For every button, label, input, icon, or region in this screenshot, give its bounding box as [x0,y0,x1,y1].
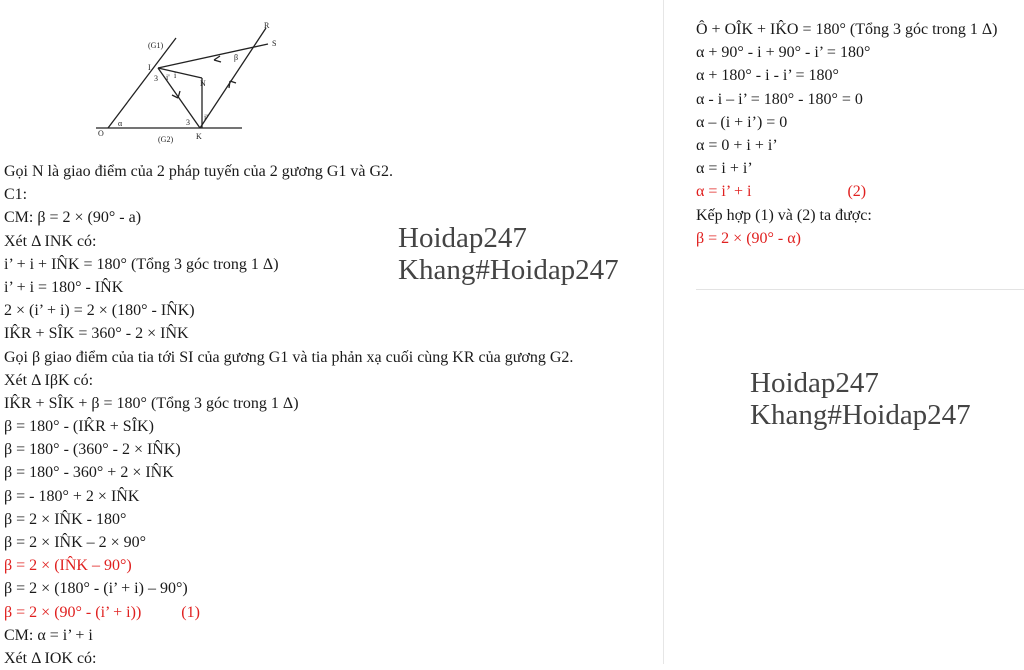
label-angle-3b: 3 [186,118,190,127]
watermark-left [398,222,619,286]
right-line: α - i – i’ = 180° - 180° = 0 [696,90,863,108]
left-line-highlight: β = 2 × (90° - (i’ + i)) (1) [4,601,654,624]
left-line: IK̂R + SÎK = 360° - 2 × IN̂K [4,325,189,343]
watermark-line: Hoidap247 [750,367,879,399]
label-k: K [196,132,202,141]
section-divider [696,289,1024,290]
right-column [696,18,1024,250]
left-line: β = 180° - (IK̂R + SÎK) [4,418,154,436]
right-line: α + 180° - i - i’ = 180° [696,67,839,85]
label-i: I [148,63,151,72]
watermark-line: Khang#Hoidap247 [750,399,971,431]
watermark-right [750,367,971,431]
watermark-line: Khang#Hoidap247 [398,254,619,286]
left-line: β = 180° - (360° - 2 × IN̂K) [4,441,181,459]
equation-mark-2: (2) [847,183,867,201]
right-line: α – (i + i’) = 0 [696,113,788,131]
right-line: α = 0 + i + i’ [696,136,778,154]
mirror-diagram [96,18,296,148]
left-line: Gọi N là giao điểm của 2 pháp tuyến của 2 gương G1 và G2. [4,163,394,180]
left-line: β = 2 × IN̂K – 2 × 90° [4,534,147,551]
left-line: CM: β = 2 × (90° - a) [4,209,142,227]
left-line: i’ + i = 180° - IN̂K [4,278,124,296]
label-angle-i-prime: i' [166,73,170,82]
left-line: β = 2 × (180° - (i’ + i) – 90°) [4,580,188,598]
watermark-line: Hoidap247 [398,222,527,254]
label-r: R [264,21,270,30]
mirror-g1 [108,38,176,128]
left-line-highlight: β = 2 × (IN̂K – 90°) [4,557,132,575]
left-line: Xét Δ IβK có: [4,371,94,389]
label-o: O [98,129,104,138]
left-line: Xét Δ INK có: [4,232,97,250]
right-line-highlight: α = i’ + i (2) [696,180,1024,203]
column-divider [663,0,664,664]
left-line: β = - 180° + 2 × IN̂K [4,487,140,505]
label-angle-k-prime: i' [204,113,208,122]
label-beta: β [234,53,239,62]
right-line: Ô + OÎK + IK̂O = 180° (Tổng 3 góc trong 1 Δ) [696,21,998,38]
left-line: Gọi β giao điểm của tia tới SI của gương G1 và tia phản xạ cuối cùng KR của gương G2. [4,348,574,366]
label-angle-3a: 3 [154,74,158,83]
left-line: 2 × (i’ + i) = 2 × (180° - IN̂K) [4,302,195,320]
left-line: β = 180° - 360° + 2 × IN̂K [4,464,174,482]
label-s: S [272,39,277,48]
left-line: Xét Δ IOK có: [4,649,97,667]
right-line: α = i + i’ [696,160,753,178]
left-line: β = 2 × IN̂K - 180° [4,510,127,528]
right-line: α + 90° - i + 90° - i’ = 180° [696,44,871,62]
right-line-highlight: β = 2 × (90° - α) [696,229,801,247]
label-g2: (G2) [158,135,174,144]
equation-mark-1: (1) [181,603,200,621]
label-angle-i: i [174,71,177,80]
label-g1: (G1) [148,41,164,50]
left-line: C1: [4,186,28,204]
label-n: N [200,79,206,88]
right-line: Kếp hợp (1) và (2) ta được: [696,206,872,224]
label-alpha: α [118,119,123,128]
left-line: IK̂R + SÎK + β = 180° (Tổng 3 góc trong 1 Δ) [4,394,299,412]
left-line: CM: α = i’ + i [4,626,93,644]
left-line: i’ + i + IN̂K = 180° (Tổng 3 góc trong 1 Δ) [4,255,279,273]
